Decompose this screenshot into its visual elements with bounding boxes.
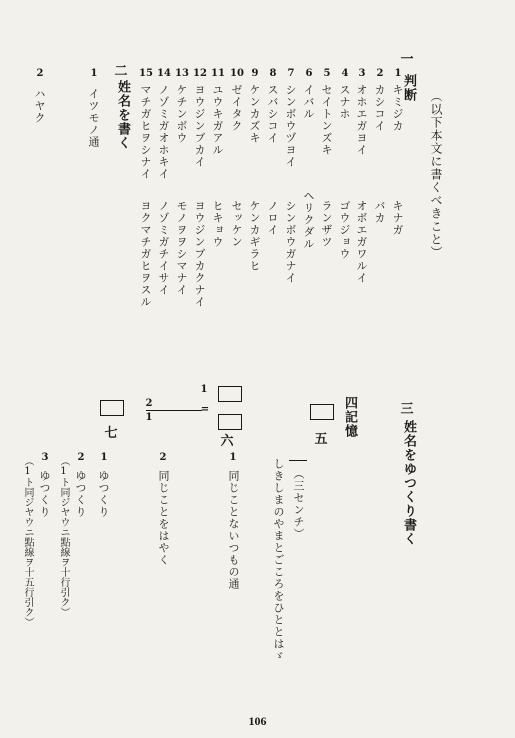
item-number: 2 [77, 452, 85, 463]
fraction-denominator: 1 [145, 412, 153, 423]
item-word-a: ケンカズキ [248, 84, 261, 144]
item-word-b: ヒキョウ [211, 200, 224, 248]
item-number: 6 [305, 68, 313, 79]
item-number: 1 [229, 452, 237, 463]
item-word-b: キナガ [391, 200, 404, 236]
item-word-b: モノヲヲシマナイ [175, 200, 188, 296]
item-number: 9 [251, 68, 259, 79]
marker-label: 1 [200, 384, 208, 395]
item-number: 8 [269, 68, 277, 79]
item-text: ハヤク [33, 88, 46, 124]
fraction-line [146, 410, 202, 411]
section-6-number: 六 [220, 434, 234, 449]
section-5-number: 五 [314, 432, 328, 447]
section-7-number: 七 [104, 426, 118, 441]
item-word-a: スバシコイ [266, 84, 279, 144]
item-word-a: カシコイ [373, 84, 386, 132]
item-word-a: ケチンボウ [175, 84, 188, 144]
item-word-b: ヨウジンブカクナイ [193, 200, 206, 308]
item-number: 15 [139, 68, 153, 79]
section-1-title: 判断 [401, 74, 416, 102]
equals-sign: = [200, 404, 210, 415]
answer-box [100, 400, 124, 416]
bracket-line [289, 460, 307, 461]
item-word-b: ヨクマチガヒヲスル [139, 200, 152, 308]
item-text: ゆつくり [74, 470, 87, 518]
item-word-a: ゼイタク [230, 84, 243, 132]
item-word-a: ヨウジンブカイ [193, 84, 206, 168]
section-2-number: 二 [114, 64, 128, 79]
item-number: 11 [211, 68, 225, 79]
item-word-b: ヘリクダル [302, 190, 315, 250]
item-number: 14 [157, 68, 171, 79]
section-4-title: 四記憶 [342, 396, 357, 438]
item-text: ゆつくり [97, 470, 110, 518]
item-word-a: マチガヒヲシナイ [139, 84, 152, 180]
item-number: 10 [230, 68, 244, 79]
item-word-a: オホエガヨイ [355, 84, 368, 156]
section-2-title: 姓名を書く [115, 80, 130, 150]
item-word-a: シンボウヅヨイ [284, 84, 297, 168]
item-word-b: バカ [373, 200, 386, 224]
section-3-title: 姓名をゆつくり書く [401, 420, 416, 546]
answer-box [218, 414, 242, 430]
item-text: ゆつくり [38, 470, 51, 518]
item-number: 13 [175, 68, 189, 79]
item-note: （1ト同ジヤウニ點線ヲ十五行引ク） [22, 456, 33, 627]
item-number: 4 [341, 68, 349, 79]
section-5-text: しきしまのやまとごころをひととはゞ [272, 458, 285, 662]
item-number: 3 [41, 452, 49, 463]
item-number: 1 [100, 452, 108, 463]
item-number: 1 [394, 68, 402, 79]
item-word-b: ゴウジョウ [338, 200, 351, 260]
item-word-b: ランザツ [320, 200, 333, 248]
section-1-note: （以下本文に書くべきこと） [429, 90, 443, 259]
fraction-numerator: 2 [145, 398, 153, 409]
item-number: 12 [193, 68, 207, 79]
item-text: 同じことないつもの通 [227, 470, 240, 590]
item-number: 2 [36, 68, 44, 79]
section-5-note: （三センチ） [292, 468, 305, 540]
item-number: 2 [159, 452, 167, 463]
item-text: 同じことをはやく [157, 470, 170, 566]
item-note: （1ト同ジヤウニ點線ヲ十行引ク） [58, 456, 69, 617]
item-word-b: ノロイ [266, 200, 279, 236]
item-number: 1 [90, 68, 98, 79]
item-number: 3 [358, 68, 366, 79]
item-word-b: ケンカギラヒ [248, 200, 261, 272]
item-number: 2 [376, 68, 384, 79]
item-word-a: キミジカ [391, 84, 404, 132]
section-1-number: 一 [400, 52, 414, 67]
item-word-a: ノゾミガオホキイ [157, 84, 170, 180]
answer-box [218, 386, 242, 402]
item-word-b: オボエガワルイ [355, 200, 368, 284]
section-3-number: 三 [400, 402, 414, 417]
item-number: 5 [323, 68, 331, 79]
item-word-b: ノゾミガチイサイ [157, 200, 170, 296]
item-word-a: イバル [302, 84, 315, 120]
item-word-b: セッケン [230, 200, 243, 248]
item-word-a: スナホ [338, 84, 351, 120]
item-word-a: セイトンズキ [320, 84, 333, 156]
item-word-b: シンボウガナイ [284, 200, 297, 284]
item-word-a: ユウキガアル [211, 84, 224, 156]
answer-box [310, 404, 334, 420]
item-number: 7 [287, 68, 295, 79]
page-number: 106 [248, 714, 267, 728]
item-text: イツモノ通 [87, 88, 100, 148]
